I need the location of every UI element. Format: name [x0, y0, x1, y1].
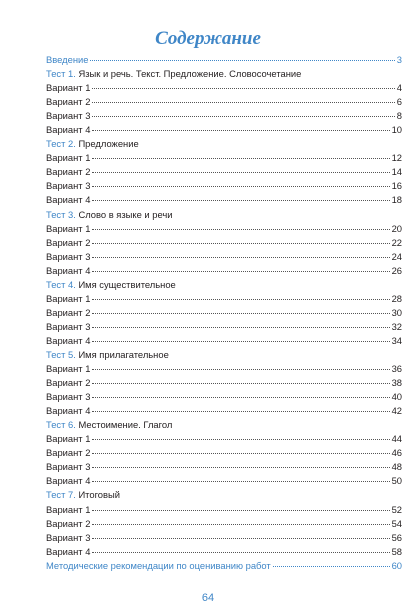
toc-page-number: 48 [391, 461, 402, 473]
toc-entry-label: Вариант 1 [46, 433, 91, 445]
toc-variant-entry[interactable] [46, 334, 402, 348]
test-number: Тест 1. [46, 68, 76, 80]
toc-variant-entry[interactable] [46, 320, 402, 334]
toc-test-heading[interactable] [46, 418, 402, 432]
toc-page-number: 58 [391, 545, 402, 557]
test-number: Тест 3. [46, 208, 76, 220]
test-number: Тест 7. [46, 489, 76, 501]
toc-entry-label: Вариант 2 [46, 96, 91, 108]
toc-page-number: 50 [391, 475, 402, 487]
toc-entry-label: Вариант 4 [46, 124, 91, 136]
dot-leader [92, 243, 389, 244]
toc-page-number: 60 [391, 559, 402, 571]
dot-leader [92, 369, 389, 370]
test-title: Итоговый [78, 489, 120, 501]
toc-page-number: 24 [391, 250, 402, 262]
dot-leader [92, 271, 389, 272]
toc-entry-label: Вариант 3 [46, 391, 91, 403]
toc-entry-label: Вариант 2 [46, 306, 91, 318]
test-number: Тест 2. [46, 138, 76, 150]
toc-variant-entry[interactable] [46, 236, 402, 250]
toc-variant-entry[interactable] [46, 306, 402, 320]
toc-variant-entry[interactable] [46, 545, 402, 559]
dot-leader [92, 186, 389, 187]
dot-leader [92, 229, 389, 230]
toc-variant-entry[interactable] [46, 446, 402, 460]
toc-entry-label: Вариант 2 [46, 377, 91, 389]
toc-page-number: 30 [391, 306, 402, 318]
toc-entry-intro[interactable] [46, 53, 402, 67]
toc-page-number: 42 [391, 405, 402, 417]
toc-page-number: 18 [391, 194, 402, 206]
toc-entry-label: Вариант 2 [46, 166, 91, 178]
toc-variant-entry[interactable] [46, 165, 402, 179]
toc-variant-entry[interactable] [46, 531, 402, 545]
toc-page-number: 54 [391, 517, 402, 529]
toc-entry-label: Вариант 4 [46, 194, 91, 206]
toc-entry-label: Вариант 1 [46, 503, 91, 515]
toc-entry-label: Вариант 3 [46, 110, 91, 122]
toc-variant-entry[interactable] [46, 362, 402, 376]
toc-variant-entry[interactable] [46, 193, 402, 207]
toc-variant-entry[interactable] [46, 250, 402, 264]
toc-page-number: 40 [391, 391, 402, 403]
toc-entry-label: Вариант 2 [46, 447, 91, 459]
dot-leader [92, 411, 389, 412]
toc-variant-entry[interactable] [46, 460, 402, 474]
toc-page-number: 52 [391, 503, 402, 515]
toc-variant-entry[interactable] [46, 432, 402, 446]
page-title: Содержание [155, 28, 261, 49]
toc-entry-label: Вариант 1 [46, 222, 91, 234]
dot-leader [92, 467, 389, 468]
toc-entry-label: Вариант 4 [46, 334, 91, 346]
toc-page-number: 20 [391, 222, 402, 234]
page-number: 64 [201, 592, 215, 604]
table-of-contents [46, 53, 402, 573]
toc-page-number: 3 [396, 54, 402, 65]
dot-leader [92, 313, 389, 314]
dot-leader [92, 158, 389, 159]
toc-entry-label: Вариант 1 [46, 363, 91, 375]
toc-entry-label: Вариант 3 [46, 531, 91, 543]
dot-leader [92, 439, 389, 440]
toc-variant-entry[interactable] [46, 264, 402, 278]
toc-page-number: 46 [391, 447, 402, 459]
test-title: Имя прилагательное [78, 348, 169, 360]
toc-entry-label: Вариант 3 [46, 250, 91, 262]
toc-variant-entry[interactable] [46, 179, 402, 193]
toc-variant-entry[interactable] [46, 222, 402, 236]
toc-page-number: 6 [396, 96, 402, 108]
toc-variant-entry[interactable] [46, 109, 402, 123]
toc-page-number: 34 [391, 334, 402, 346]
toc-variant-entry[interactable] [46, 404, 402, 418]
dot-leader [92, 102, 394, 103]
toc-variant-entry[interactable] [46, 151, 402, 165]
toc-entry-label: Вариант 3 [46, 320, 91, 332]
toc-page-number: 44 [391, 433, 402, 445]
dot-leader [92, 341, 389, 342]
toc-entry-label: Вариант 1 [46, 292, 91, 304]
test-number: Тест 5. [46, 348, 76, 360]
dot-leader [92, 327, 389, 328]
toc-page-number: 28 [391, 292, 402, 304]
toc-page-number: 14 [391, 166, 402, 178]
toc-variant-entry[interactable] [46, 123, 402, 137]
toc-variant-entry[interactable] [46, 95, 402, 109]
dot-leader [92, 510, 389, 511]
toc-page-number: 32 [391, 320, 402, 332]
toc-variant-entry[interactable] [46, 376, 402, 390]
toc-page-number: 38 [391, 377, 402, 389]
dot-leader [273, 566, 390, 567]
toc-entry-label: Методические рекомендации по оцениванию работ [46, 559, 271, 571]
dot-leader [92, 116, 394, 117]
dot-leader [92, 130, 389, 131]
toc-page-number: 4 [396, 82, 402, 94]
toc-entry-label: Вариант 4 [46, 264, 91, 276]
test-title: Местоимение. Глагол [78, 419, 173, 431]
toc-entry-label: Вариант 2 [46, 517, 91, 529]
toc-variant-entry[interactable] [46, 390, 402, 404]
test-title: Предложение [78, 138, 139, 150]
toc-variant-entry[interactable] [46, 474, 402, 488]
toc-entry-method[interactable] [46, 559, 402, 573]
toc-page-number: 36 [391, 363, 402, 375]
toc-page-number: 16 [391, 180, 402, 192]
toc-variant-entry[interactable] [46, 503, 402, 517]
test-number: Тест 6. [46, 419, 76, 431]
toc-page-number: 26 [391, 264, 402, 276]
dot-leader [92, 257, 389, 258]
toc-page-number: 12 [391, 152, 402, 164]
toc-entry-label: Вариант 1 [46, 152, 91, 164]
dot-leader [92, 172, 389, 173]
toc-entry-label: Вариант 3 [46, 180, 91, 192]
dot-leader [92, 552, 389, 553]
dot-leader [92, 524, 389, 525]
toc-entry-label: Вариант 4 [46, 475, 91, 487]
toc-entry-label: Вариант 1 [46, 82, 91, 94]
toc-page-number: 10 [391, 124, 402, 136]
dot-leader [92, 481, 389, 482]
test-title: Слово в языке и речи [78, 208, 173, 220]
dot-leader [92, 383, 389, 384]
dot-leader [92, 538, 389, 539]
toc-entry-label: Вариант 2 [46, 236, 91, 248]
toc-entry-label: Вариант 4 [46, 405, 91, 417]
toc-page-number: 22 [391, 236, 402, 248]
toc-entry-label: Вариант 4 [46, 545, 91, 557]
dot-leader [92, 200, 389, 201]
toc-page-number: 56 [391, 531, 402, 543]
toc-variant-entry[interactable] [46, 517, 402, 531]
toc-test-heading[interactable] [46, 67, 402, 81]
dot-leader [90, 60, 394, 61]
toc-entry-label: Вариант 3 [46, 461, 91, 473]
tests-list [46, 67, 402, 559]
toc-variant-entry[interactable] [46, 81, 402, 95]
toc-test-heading[interactable] [46, 348, 402, 362]
toc-page-number: 8 [396, 110, 402, 122]
test-number: Тест 4. [46, 278, 76, 290]
toc-entry-label: Введение [46, 54, 89, 65]
toc-test-heading[interactable] [46, 208, 402, 222]
dot-leader [92, 397, 389, 398]
test-title: Имя существительное [78, 278, 176, 290]
test-title: Язык и речь. Текст. Предложение. Словосочетание [78, 68, 302, 80]
dot-leader [92, 453, 389, 454]
toc-test-heading[interactable] [46, 278, 402, 292]
dot-leader [92, 299, 389, 300]
dot-leader [92, 88, 394, 89]
toc-variant-entry[interactable] [46, 292, 402, 306]
toc-test-heading[interactable] [46, 488, 402, 502]
toc-test-heading[interactable] [46, 137, 402, 151]
